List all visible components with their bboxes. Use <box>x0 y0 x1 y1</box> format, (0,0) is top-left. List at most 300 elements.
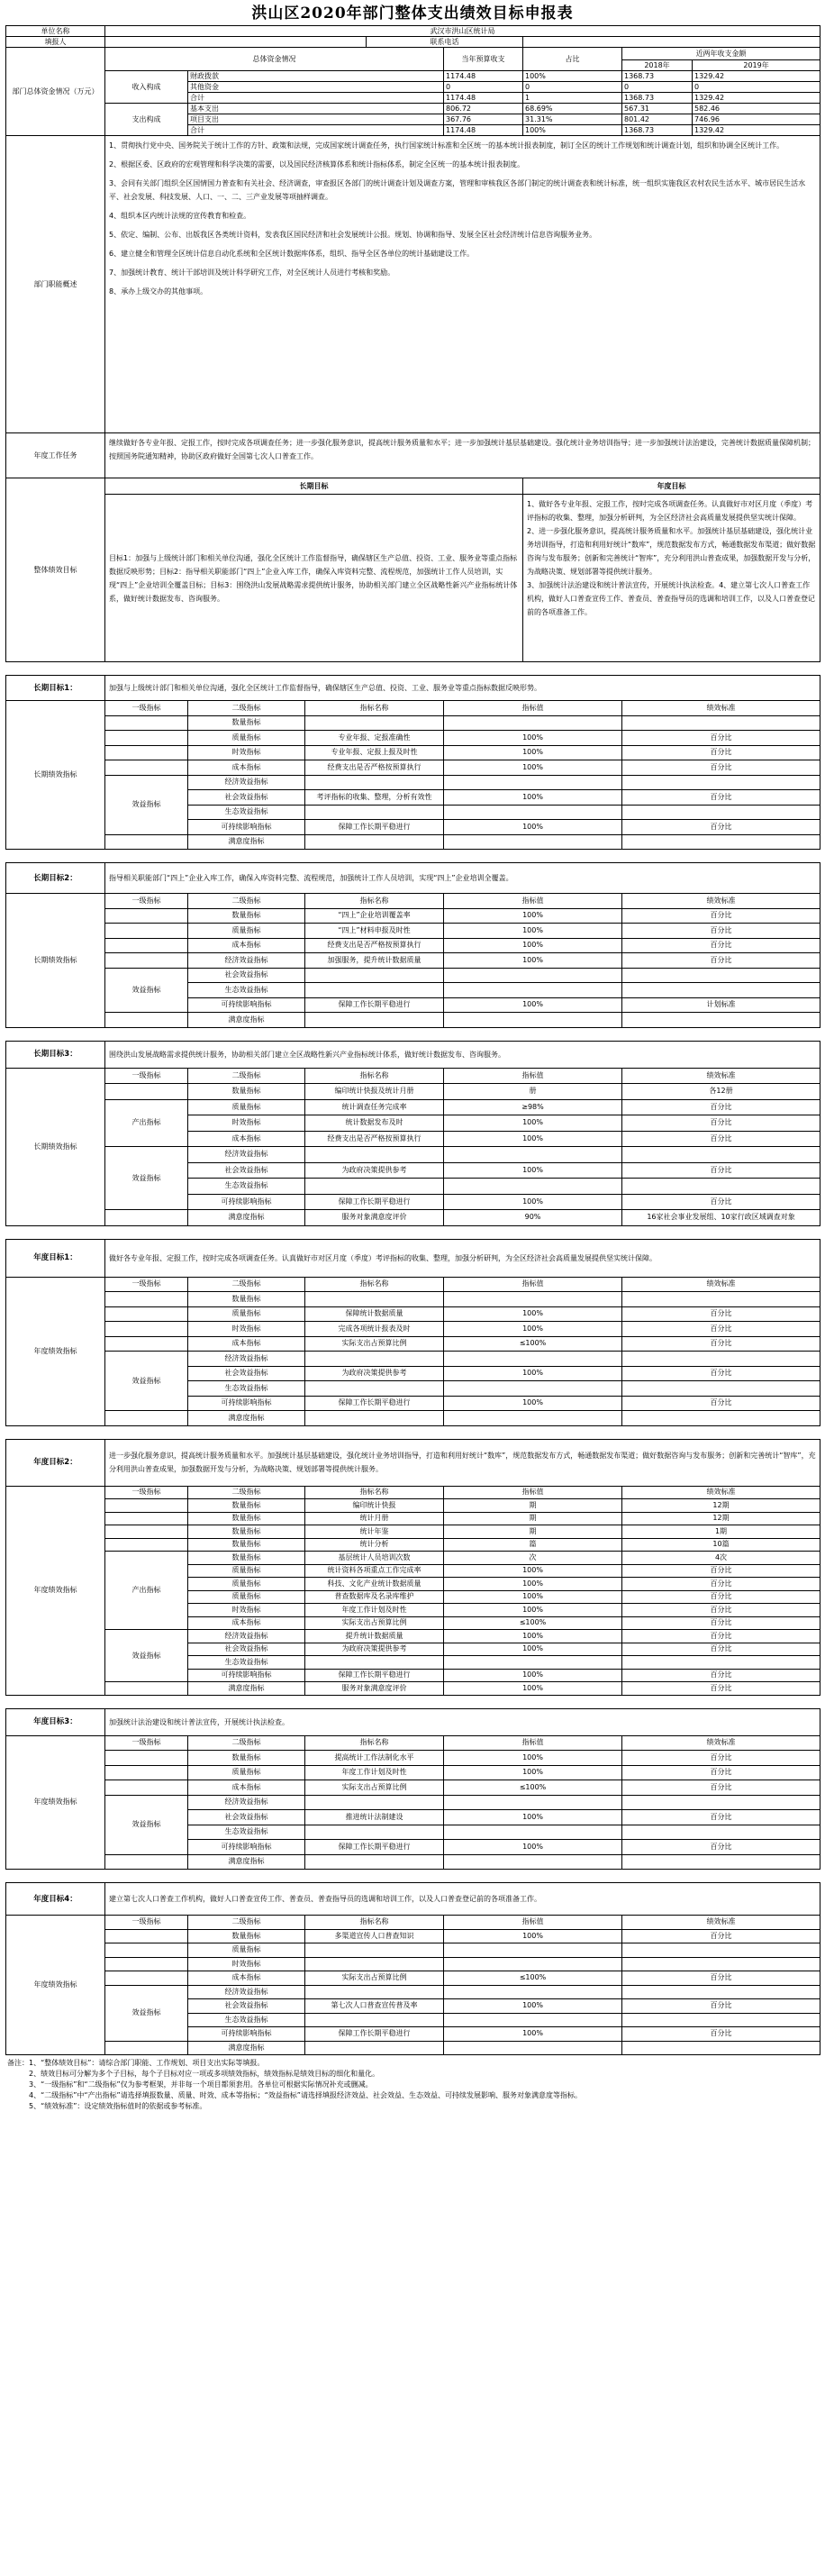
funds-col-2019: 2019年 <box>693 60 820 71</box>
col-std-head: 绩效标准 <box>622 1486 820 1499</box>
indicator-row <box>6 1538 820 1552</box>
col-target-head: 指标值 <box>444 1735 622 1751</box>
income-label: 收入构成 <box>105 71 188 104</box>
indicator-std <box>622 805 820 820</box>
indicator-name: 服务对象满意度评价 <box>305 1682 444 1696</box>
indicator-target: 100% <box>444 1194 622 1210</box>
funds-row-2018: 1368.73 <box>622 71 693 82</box>
indicator-target: 100% <box>444 1396 622 1411</box>
indicator-std <box>622 2013 820 2027</box>
goal-label: 年度目标2： <box>6 1439 105 1486</box>
indicator-target: 100% <box>444 1999 622 2014</box>
indicator-std: 百分比 <box>622 1630 820 1643</box>
indicator-target <box>444 1179 622 1195</box>
indicator-std: 百分比 <box>622 820 820 835</box>
indicator-name <box>305 1957 444 1971</box>
indicator-l1 <box>105 1971 188 1986</box>
funds-row <box>6 104 820 114</box>
indicator-std: 百分比 <box>622 938 820 953</box>
indicator-l1 <box>105 834 188 850</box>
indicator-target: 100% <box>444 745 622 760</box>
funds-col-ratio: 占比 <box>523 48 622 71</box>
indicator-l1 <box>105 1682 188 1696</box>
long-goal-table <box>5 1027 820 1226</box>
indicator-l2: 成本指标 <box>188 1971 305 1986</box>
indicator-std: 16家社会事业发展组、10家行政区域调查对象 <box>622 1210 820 1226</box>
indicator-row <box>6 834 820 850</box>
funds-row-name: 其他资金 <box>188 82 444 93</box>
col-name-head: 指标名称 <box>305 1277 444 1292</box>
indicator-l2: 质量指标 <box>188 1099 305 1115</box>
indicator-l1 <box>105 1765 188 1780</box>
indicator-l1 <box>105 1322 188 1337</box>
indicator-target: ≤100% <box>444 1336 622 1352</box>
indicator-target: ≤100% <box>444 1616 622 1630</box>
indicator-target: 次 <box>444 1552 622 1565</box>
indicator-name <box>305 2013 444 2027</box>
col-l1-head: 一级指标 <box>105 894 188 909</box>
indicator-l2: 数量指标 <box>188 1499 305 1513</box>
indicator-row <box>6 1411 820 1426</box>
indicator-target <box>444 1957 622 1971</box>
indicator-l2: 经济效益指标 <box>188 1795 305 1810</box>
indicator-l2: 数量指标 <box>188 1525 305 1539</box>
indicator-l2: 质量指标 <box>188 924 305 939</box>
indicator-l1 <box>105 715 188 731</box>
indicator-name: 专业年报、定报准确性 <box>305 731 444 746</box>
indicator-l2: 数量指标 <box>188 1292 305 1307</box>
indicator-l2: 社会效益指标 <box>188 790 305 806</box>
funds-row-2018: 801.42 <box>622 114 693 125</box>
indicator-std <box>622 1147 820 1163</box>
indicator-l1 <box>105 1084 188 1100</box>
funds-row-2018: 1368.73 <box>622 93 693 104</box>
indicator-row <box>6 1780 820 1796</box>
indicator-row <box>6 1929 820 1943</box>
indicator-std: 百分比 <box>622 1099 820 1115</box>
indicator-target: 100% <box>444 953 622 969</box>
header-table <box>5 25 820 662</box>
indicator-l2: 数量指标 <box>188 908 305 924</box>
indicator-l2: 满意度指标 <box>188 834 305 850</box>
indicator-l1 <box>105 2041 188 2055</box>
funds-col-recent: 近两年收支金额 <box>622 48 820 60</box>
indicator-std: 百分比 <box>622 1564 820 1578</box>
indicator-row <box>6 1957 820 1971</box>
indicator-target <box>444 1943 622 1958</box>
indicator-name: 实际支出占预算比例 <box>305 1336 444 1352</box>
indicator-l2: 满意度指标 <box>188 1210 305 1226</box>
duty-item: 2、根据区委、区政府的宏观管理和科学决策的需要，以及国民经济核算体系和统计指标体系，制定全区统一的基本统计报表制度。 <box>109 160 525 168</box>
perf-indicator-label: 长期绩效指标 <box>6 701 105 850</box>
indicator-name: 保障工作长期平稳进行 <box>305 1396 444 1411</box>
indicator-l2: 生态效益指标 <box>188 2013 305 2027</box>
indicator-l2: 生态效益指标 <box>188 983 305 998</box>
duty-item: 3、会同有关部门组织全区国情国力普查和有关社会、经济调查，审查报区各部门的统计调查计划及调查方案，管理和审核我区各部门制定的统计调查表和统计标准，统一组织实施我区农村农民生活水平、城市居民生活水平、社会发展、科技发展、人口、一、二、三产业发展等项抽样调查。 <box>109 179 806 201</box>
goal-label: 年度目标1： <box>6 1239 105 1277</box>
indicator-l1: 效益指标 <box>105 1630 188 1682</box>
indicator-l1 <box>105 745 188 760</box>
indicator-name: 编印统计快报及统计月册 <box>305 1084 444 1100</box>
indicator-target: 100% <box>444 820 622 835</box>
year-goal-table <box>5 1695 820 1871</box>
indicator-std: 百分比 <box>622 2027 820 2042</box>
indicator-name: 保障工作长期平稳进行 <box>305 2027 444 2042</box>
indicator-target: 100% <box>444 1669 622 1682</box>
col-l1-head: 一级指标 <box>105 1916 188 1930</box>
indicator-std: 百分比 <box>622 1604 820 1617</box>
indicator-l1 <box>105 1013 188 1028</box>
indicator-std <box>622 1943 820 1958</box>
indicator-name: 经费支出是否严格按预算执行 <box>305 760 444 776</box>
col-target-head: 指标值 <box>444 1916 622 1930</box>
indicator-target: 100% <box>444 731 622 746</box>
goal-text: 加强统计法治建设和统计普法宣传，开展统计执法检查。 <box>105 1708 820 1735</box>
indicator-std <box>622 1013 820 1028</box>
indicator-name <box>305 1013 444 1028</box>
indicator-l2: 时效指标 <box>188 745 305 760</box>
funds-row-2019: 1329.42 <box>693 125 820 136</box>
indicator-target: 100% <box>444 1306 622 1322</box>
indicator-l1: 产出指标 <box>105 1552 188 1630</box>
indicator-name: “四上”材料申报及时性 <box>305 924 444 939</box>
indicator-l2: 经济效益指标 <box>188 1985 305 1999</box>
indicator-name: 实际支出占预算比例 <box>305 1971 444 1986</box>
indicator-target: 期 <box>444 1525 622 1539</box>
indicator-l1 <box>105 938 188 953</box>
indicator-target: 100% <box>444 1590 622 1604</box>
goal-label: 长期目标2： <box>6 863 105 894</box>
indicator-name: 统计分析 <box>305 1538 444 1552</box>
indicator-row <box>6 968 820 983</box>
indicator-l1: 效益指标 <box>105 775 188 834</box>
indicator-name <box>305 1854 444 1870</box>
indicator-target <box>444 1147 622 1163</box>
indicator-l2: 成本指标 <box>188 760 305 776</box>
indicator-name: 年度工作计划及时性 <box>305 1765 444 1780</box>
col-name-head: 指标名称 <box>305 1735 444 1751</box>
col-target-head: 指标值 <box>444 894 622 909</box>
indicator-std: 百分比 <box>622 1336 820 1352</box>
indicator-target <box>444 1352 622 1367</box>
indicator-row <box>6 1352 820 1367</box>
indicator-std: 计划标准 <box>622 997 820 1013</box>
indicator-target: 期 <box>444 1512 622 1525</box>
col-l2-head: 二级指标 <box>188 1486 305 1499</box>
spacer <box>6 1425 820 1439</box>
funds-row-name: 项目支出 <box>188 114 444 125</box>
indicator-l2: 成本指标 <box>188 1780 305 1796</box>
indicator-name: 保障工作长期平稳进行 <box>305 997 444 1013</box>
indicator-target <box>444 1854 622 1870</box>
year-goal-table <box>5 1425 820 1696</box>
col-name-head: 指标名称 <box>305 1486 444 1499</box>
indicator-target <box>444 834 622 850</box>
indicator-row <box>6 1512 820 1525</box>
indicator-name: 专业年报、定报上报及时性 <box>305 745 444 760</box>
indicator-std: 百分比 <box>622 1682 820 1696</box>
annual-task-text: 继续做好各专业年报、定报工作，按时完成各项调查任务；进一步强化服务意识，提高统计服务质量和水平；进一步加强统计基层基础建设。强化统计业务培训指导；进一步加强统计法治建设，完善统计数据质量保障机制；按照国务院通知精神，协助区政府做好全国第七次人口普查工作。 <box>105 433 820 478</box>
indicator-target: 100% <box>444 1115 622 1132</box>
indicator-l2: 经济效益指标 <box>188 775 305 790</box>
indicator-target: 100% <box>444 1840 622 1855</box>
indicator-name: 保障统计数据质量 <box>305 1306 444 1322</box>
indicator-l2: 质量指标 <box>188 1564 305 1578</box>
long-goal-table <box>5 661 820 850</box>
funds-row-ratio: 68.69% <box>523 104 622 114</box>
indicator-target: ≤100% <box>444 1971 622 1986</box>
indicator-std: 百分比 <box>622 1590 820 1604</box>
indicator-target: 100% <box>444 997 622 1013</box>
indicator-name: 加强服务，提升统计数据质量 <box>305 953 444 969</box>
indicator-l2: 生态效益指标 <box>188 1656 305 1670</box>
indicator-row <box>6 1013 820 1028</box>
col-l2-head: 二级指标 <box>188 894 305 909</box>
note-line: 4、“二级指标”中“产出指标”请选择填报数量、质量、时效、成本等指标；“效益指标”请选择填报经济效益、社会效益、生态效益、可持续发展影响、服务对象满意度等指标。 <box>29 2091 582 2099</box>
funds-row-ratio: 31.31% <box>523 114 622 125</box>
indicator-row <box>6 715 820 731</box>
duties-text <box>105 136 820 433</box>
indicator-name <box>305 1381 444 1397</box>
indicator-target <box>444 1656 622 1670</box>
indicator-row <box>6 1099 820 1115</box>
long-goal-text: 目标1：加强与上级统计部门和相关单位沟通，强化全区统计工作监督指导，确保辖区生产总值、投资、工业、服务业等重点指标数据反映形势；目标2：指导相关职能部门“四上”企业入库工作，确保入库资料完整、流程规范，加强统计工作人员培训，实现“四上”企业培训全覆盖目标；目标3：围绕洪山发展战略需求提供统计服务，协助相关部门建立全区战略性新兴产业指标统计体系，做好统计数据发布、咨询服务。 <box>105 495 523 662</box>
unit-name-label: 单位名称 <box>6 26 105 37</box>
indicator-row <box>6 775 820 790</box>
indicator-l1 <box>105 1929 188 1943</box>
indicator-name: 为政府决策提供参考 <box>305 1162 444 1179</box>
indicator-std: 百分比 <box>622 1616 820 1630</box>
indicator-name <box>305 834 444 850</box>
indicator-l2: 质量指标 <box>188 1765 305 1780</box>
indicator-row <box>6 2041 820 2055</box>
indicator-target: 册 <box>444 1084 622 1100</box>
funds-row-2018: 0 <box>622 82 693 93</box>
indicator-std: 百分比 <box>622 1971 820 1986</box>
year-goal-table <box>5 1225 820 1426</box>
indicator-std <box>622 1957 820 1971</box>
goal-label: 长期目标3： <box>6 1041 105 1068</box>
indicator-l1 <box>105 908 188 924</box>
duty-item: 5、依定、编制、公布、出版我区各类统计资料，发表我区国民经济和社会发展统计公报。规划、协调和指导、发展全区社会经济统计信息咨询服务业务。 <box>109 231 597 239</box>
indicator-target <box>444 1825 622 1840</box>
funds-row-budget: 1174.48 <box>444 125 523 136</box>
phone-value <box>523 37 820 48</box>
indicator-std <box>622 2041 820 2055</box>
indicator-name: 保障工作长期平稳进行 <box>305 1669 444 1682</box>
spacer <box>6 662 820 676</box>
indicator-l2: 时效指标 <box>188 1322 305 1337</box>
indicator-name <box>305 775 444 790</box>
indicator-std: 百分比 <box>622 1366 820 1381</box>
col-std-head: 绩效标准 <box>622 1277 820 1292</box>
indicator-target <box>444 2013 622 2027</box>
indicator-l2: 数量指标 <box>188 715 305 731</box>
indicator-name: 普查数据库及名录库维护 <box>305 1590 444 1604</box>
year-goal-table <box>5 1869 820 2055</box>
indicator-target <box>444 1013 622 1028</box>
col-l1-head: 一级指标 <box>105 701 188 716</box>
indicator-l1 <box>105 1306 188 1322</box>
indicator-std: 百分比 <box>622 1115 820 1132</box>
indicator-target: 100% <box>444 908 622 924</box>
col-std-head: 绩效标准 <box>622 1068 820 1084</box>
indicator-l2: 时效指标 <box>188 1115 305 1132</box>
note-line: 3、“一级指标”和“二级指标”仅为参考框架，并非每一个项目都须套用。各单位可根据实际情况补充或删减。 <box>29 2080 373 2089</box>
goal-label: 长期目标1： <box>6 676 105 701</box>
indicator-name: 为政府决策提供参考 <box>305 1366 444 1381</box>
goal-text: 指导相关职能部门“四上”企业入库工作，确保入库资料完整、流程规范，加强统计工作人员培训，实现“四上”企业培训全覆盖。 <box>105 863 820 894</box>
indicator-l2: 生态效益指标 <box>188 1825 305 1840</box>
col-l1-head: 一级指标 <box>105 1486 188 1499</box>
indicator-name: 提高统计工作法制化水平 <box>305 1751 444 1766</box>
indicator-name <box>305 1795 444 1810</box>
indicator-row <box>6 1336 820 1352</box>
goal-text: 围绕洪山发展战略需求提供统计服务，协助相关部门建立全区战略性新兴产业指标统计体系，做好统计数据发布、咨询服务。 <box>105 1041 820 1068</box>
duty-item: 1、贯彻执行党中央、国务院关于统计工作的方针、政策和法规，完成国家统计调查任务，执行国家统计标准和全区统一的基本统计报表制度，制订全区的统计工作规划和统计调查计划，组织和协调全区统计工作。 <box>109 141 784 150</box>
note-line: 5、“绩效标准”：设定绩效指标值时的依据或参考标准。 <box>29 2102 207 2110</box>
indicator-name <box>305 715 444 731</box>
long-goal-table <box>5 849 820 1028</box>
indicator-name: 统计调查任务完成率 <box>305 1099 444 1115</box>
indicator-std: 百分比 <box>622 1396 820 1411</box>
indicator-std: 百分比 <box>622 908 820 924</box>
indicator-l2: 数量指标 <box>188 1084 305 1100</box>
indicator-l2: 可持续影响指标 <box>188 2027 305 2042</box>
funds-col-budget: 当年预算收支 <box>444 48 523 71</box>
indicator-l1 <box>105 760 188 776</box>
indicator-row <box>6 1084 820 1100</box>
indicator-target: 100% <box>444 790 622 806</box>
indicator-std: 百分比 <box>622 1162 820 1179</box>
indicator-std: 百分比 <box>622 1840 820 1855</box>
note-line: 备注：1、“整体绩效目标”：请综合部门职能、工作规划、项目支出实际等填报。 <box>7 2059 265 2067</box>
duty-item: 6、建立健全和管理全区统计信息自动化系统和全区统计数据库体系，组织、指导全区各单位的统计基础建设工作。 <box>109 250 475 258</box>
indicator-name: 保障工作长期平稳进行 <box>305 1194 444 1210</box>
funds-row-name: 基本支出 <box>188 104 444 114</box>
indicator-std <box>622 1179 820 1195</box>
indicator-row <box>6 924 820 939</box>
indicator-l1 <box>105 1943 188 1958</box>
indicator-target: 90% <box>444 1210 622 1226</box>
indicator-std: 百分比 <box>622 1131 820 1147</box>
indicator-std: 12期 <box>622 1499 820 1513</box>
indicator-target <box>444 1795 622 1810</box>
indicator-l1 <box>105 1525 188 1539</box>
indicator-l2: 数量指标 <box>188 1552 305 1565</box>
indicator-name: 完成各项统计报表及时 <box>305 1322 444 1337</box>
spacer <box>6 1695 820 1708</box>
goal-text: 做好各专业年报、定报工作，按时完成各项调查任务。认真做好市对区月度（季度）考评指标的收集、整理，加强分析研判，为全区经济社会高质量发展提供坚实统计保障。 <box>105 1239 820 1277</box>
indicator-l2: 可持续影响指标 <box>188 1396 305 1411</box>
indicator-target <box>444 983 622 998</box>
indicator-name: 经费支出是否严格按预算执行 <box>305 938 444 953</box>
col-target-head: 指标值 <box>444 1486 622 1499</box>
indicator-l2: 数量指标 <box>188 1512 305 1525</box>
indicator-name: 为政府决策提供参考 <box>305 1643 444 1656</box>
indicator-row <box>6 1943 820 1958</box>
note-line: 2、绩效目标可分解为多个子目标，每个子目标对应一项或多项绩效指标，绩效指标是绩效目标的细化和量化。 <box>29 2070 380 2078</box>
indicator-name <box>305 1943 444 1958</box>
indicator-l1 <box>105 731 188 746</box>
indicator-std: 百分比 <box>622 1999 820 2014</box>
indicator-name <box>305 968 444 983</box>
indicator-l2: 质量指标 <box>188 1590 305 1604</box>
indicator-target: 100% <box>444 760 622 776</box>
indicator-name <box>305 1825 444 1840</box>
indicator-name: 统计数据发布及时 <box>305 1115 444 1132</box>
notes-section <box>5 2055 820 2112</box>
indicator-l1 <box>105 1512 188 1525</box>
indicator-l2: 满意度指标 <box>188 1682 305 1696</box>
indicator-target <box>444 1381 622 1397</box>
col-std-head: 绩效标准 <box>622 701 820 716</box>
indicator-name: 编印统计快报 <box>305 1499 444 1513</box>
indicator-row <box>6 1552 820 1565</box>
indicator-name: 统计年鉴 <box>305 1525 444 1539</box>
filler-label: 填报人 <box>6 37 105 48</box>
indicator-std <box>622 1292 820 1307</box>
indicator-std: 百分比 <box>622 1780 820 1796</box>
funds-row-budget: 367.76 <box>444 114 523 125</box>
indicator-std: 百分比 <box>622 1322 820 1337</box>
indicator-l2: 可持续影响指标 <box>188 820 305 835</box>
indicator-std: 百分比 <box>622 1669 820 1682</box>
indicator-name: 科技、文化产业统计数据质量 <box>305 1578 444 1591</box>
indicator-name: “四上”企业培训覆盖率 <box>305 908 444 924</box>
indicator-std <box>622 1411 820 1426</box>
indicator-name: 保障工作长期平稳进行 <box>305 820 444 835</box>
spacer <box>6 1870 820 1883</box>
indicator-l1 <box>105 1780 188 1796</box>
filler-value <box>105 37 367 48</box>
indicator-std: 各12册 <box>622 1084 820 1100</box>
indicator-l1: 效益指标 <box>105 1795 188 1854</box>
indicator-l1 <box>105 1292 188 1307</box>
indicator-l2: 可持续影响指标 <box>188 997 305 1013</box>
indicator-std <box>622 1656 820 1670</box>
col-std-head: 绩效标准 <box>622 1916 820 1930</box>
annual-task-label: 年度工作任务 <box>6 433 105 478</box>
indicator-target <box>444 775 622 790</box>
indicator-l2: 成本指标 <box>188 1131 305 1147</box>
indicator-std: 百分比 <box>622 1578 820 1591</box>
indicator-row <box>6 1499 820 1513</box>
indicator-std: 4次 <box>622 1552 820 1565</box>
indicator-target: ≤100% <box>444 1780 622 1796</box>
indicator-l1 <box>105 953 188 969</box>
goal-label: 年度目标3： <box>6 1708 105 1735</box>
funds-col-total: 总体资金情况 <box>105 48 444 71</box>
indicator-name <box>305 1656 444 1670</box>
duty-item: 8、承办上级交办的其他事项。 <box>109 287 208 296</box>
indicator-l2: 经济效益指标 <box>188 1147 305 1163</box>
goal-label: 年度目标4： <box>6 1883 105 1916</box>
indicator-std: 百分比 <box>622 760 820 776</box>
indicator-name: 第七次人口普查宣传普及率 <box>305 1999 444 2014</box>
col-l2-head: 二级指标 <box>188 1735 305 1751</box>
indicator-name: 考评指标的收集、整理，分析有效性 <box>305 790 444 806</box>
col-std-head: 绩效标准 <box>622 1735 820 1751</box>
indicator-target <box>444 715 622 731</box>
col-name-head: 指标名称 <box>305 701 444 716</box>
goal-text: 进一步强化服务意识，提高统计服务质量和水平。加强统计基层基础建设，强化统计业务培训指导，打造和利用好统计“数库”，规范数据发布方式，畅通数据发布渠道；做好数据咨询与发布服务；创新和完善统计“智库”，充分利用洪山普查成果，加强数据开发与分析，为战略决策、规划部署等提供统计服务。 <box>105 1439 820 1486</box>
indicator-row <box>6 1322 820 1337</box>
col-l2-head: 二级指标 <box>188 1277 305 1292</box>
indicator-name: 年度工作计划及时性 <box>305 1604 444 1617</box>
indicator-name: 基层统计人员培训次数 <box>305 1552 444 1565</box>
indicator-target <box>444 1985 622 1999</box>
